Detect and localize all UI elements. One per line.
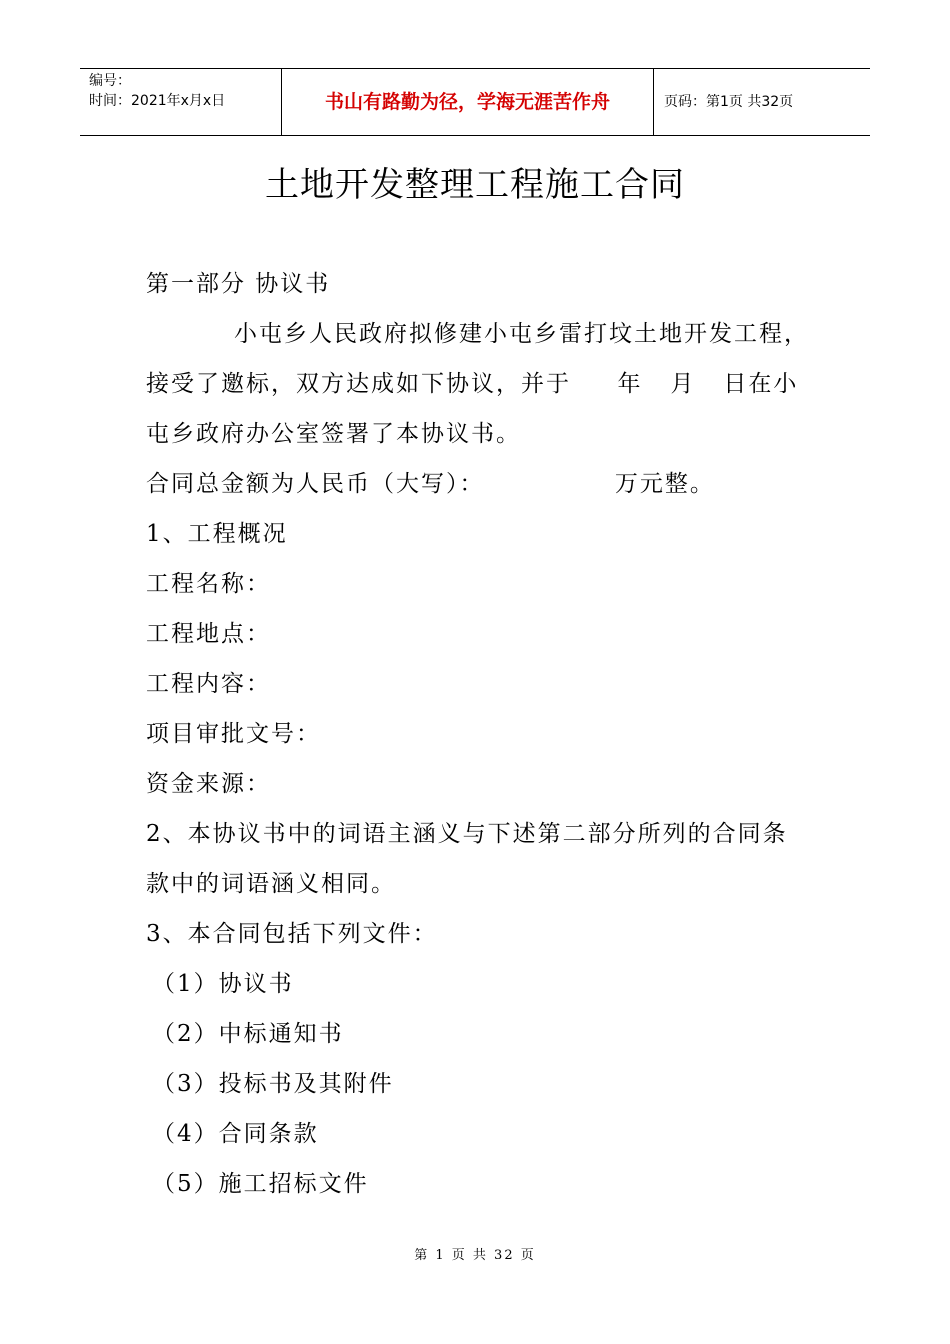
field-label: 资金来源： bbox=[146, 771, 271, 797]
section-heading: 第一部分 协议书 bbox=[146, 271, 331, 297]
document-header bbox=[80, 68, 870, 136]
number-label: 编号： bbox=[89, 73, 131, 89]
field-label: 工程名称： bbox=[146, 571, 271, 597]
list-item: （1）协议书 bbox=[152, 971, 294, 997]
list-item: （5）施工招标文件 bbox=[152, 1171, 369, 1197]
paragraph-line: 小屯乡人民政府拟修建小屯乡雷打坟土地开发工程， bbox=[234, 321, 809, 347]
document-body bbox=[146, 259, 826, 1209]
header-meta bbox=[80, 69, 281, 135]
time-label: 时间：2021年x月x日 bbox=[89, 93, 226, 109]
document-title: 土地开发整理工程施工合同 bbox=[265, 165, 685, 205]
field-label: 项目审批文号： bbox=[146, 721, 321, 747]
header-motto: 书山有路勤为径，学海无涯苦作舟 bbox=[281, 69, 654, 135]
paragraph-line: 接受了邀标，双方达成如下协议，并于 年 月 日在小 bbox=[146, 371, 799, 397]
page-footer: 第 1 页 共 32 页 bbox=[414, 1248, 536, 1263]
clause-heading: 1、工程概况 bbox=[146, 521, 288, 547]
header-page-info: 页码：第1页 共32页 bbox=[664, 94, 794, 110]
paragraph-line: 屯乡政府办公室签署了本协议书。 bbox=[146, 421, 521, 447]
clause-line: 2、本协议书中的词语主涵义与下述第二部分所列的合同条 bbox=[146, 821, 788, 847]
list-item: （2）中标通知书 bbox=[152, 1021, 344, 1047]
clause-heading: 3、本合同包括下列文件： bbox=[146, 921, 438, 947]
clause-line: 款中的词语涵义相同。 bbox=[146, 871, 396, 897]
list-item: （4）合同条款 bbox=[152, 1121, 319, 1147]
list-item: （3）投标书及其附件 bbox=[152, 1071, 394, 1097]
contract-amount-line: 合同总金额为人民币（大写）： 万元整。 bbox=[146, 471, 715, 497]
field-label: 工程地点： bbox=[146, 621, 271, 647]
field-label: 工程内容： bbox=[146, 671, 271, 697]
